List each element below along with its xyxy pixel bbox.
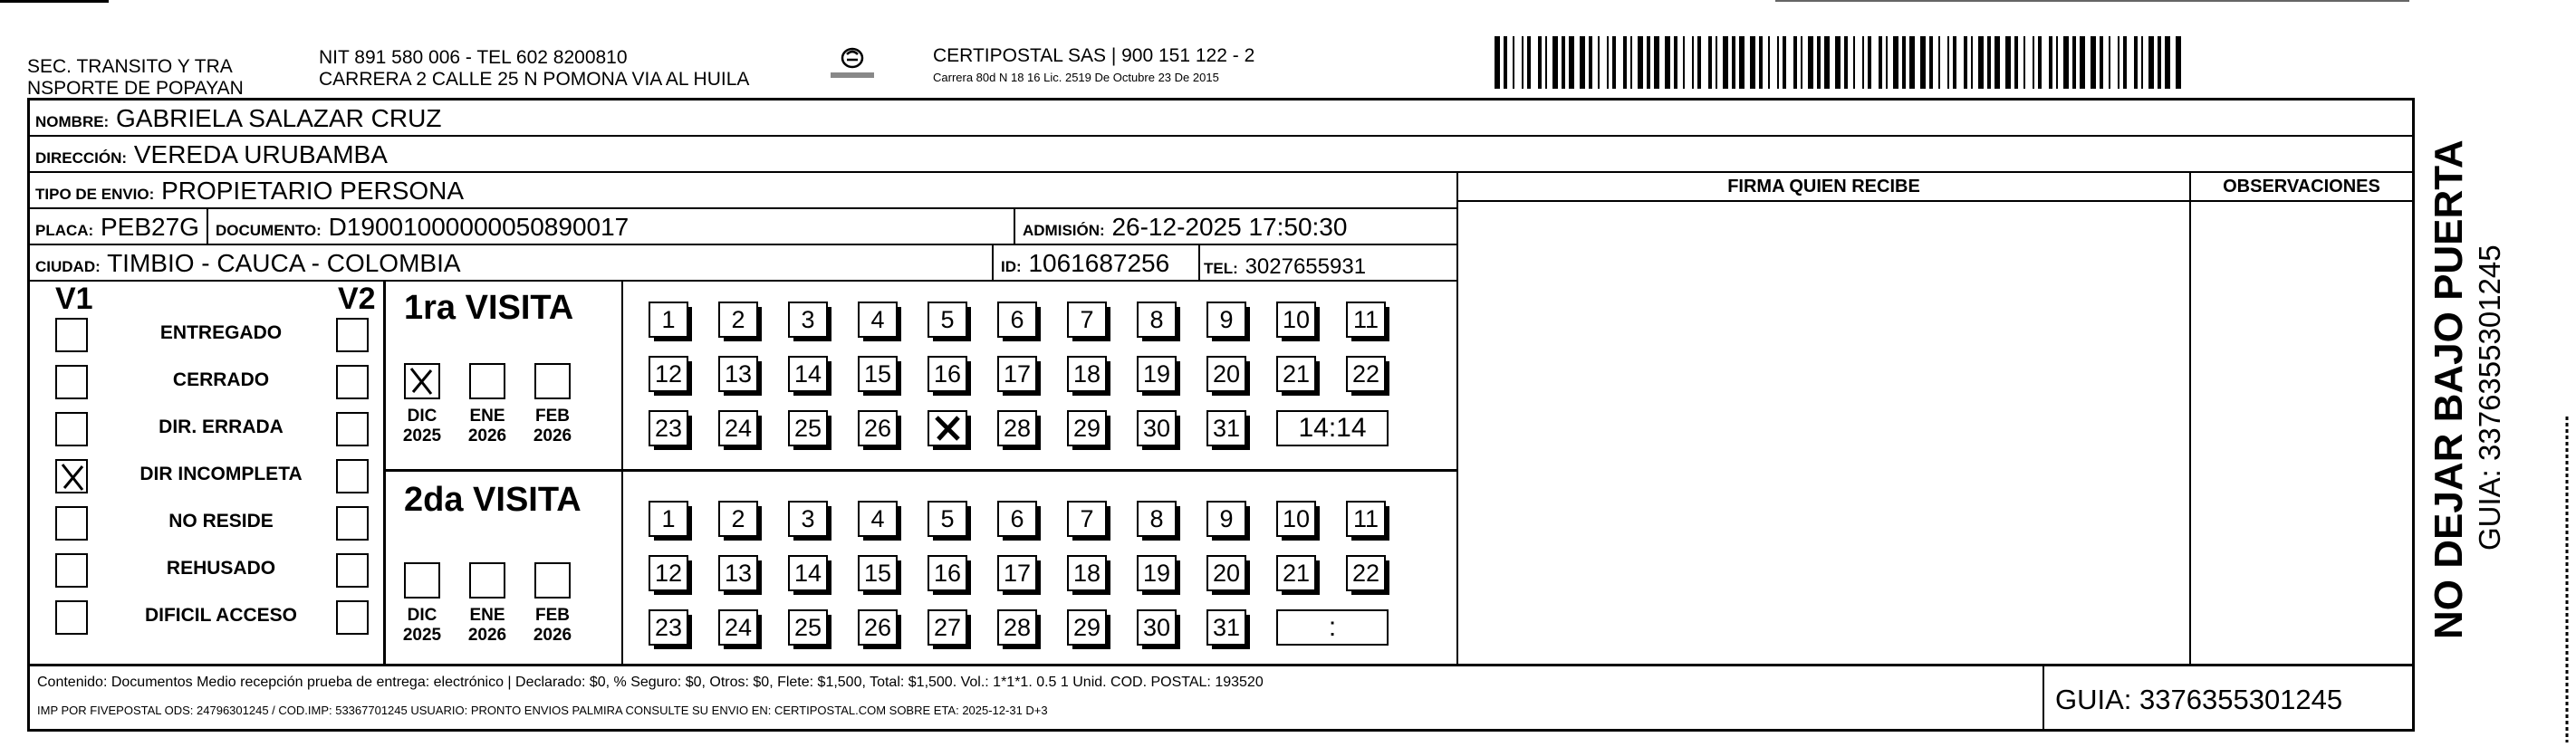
v2-checkbox-7[interactable] — [336, 600, 369, 635]
status-option-label: DIR INCOMPLETA — [139, 464, 303, 484]
v2-checkbox-1[interactable] — [336, 318, 369, 352]
day-8[interactable]: 8 — [1137, 302, 1177, 338]
top-edge-strip — [0, 0, 2576, 5]
observaciones-header: OBSERVACIONES — [2223, 177, 2380, 196]
day-12[interactable]: 12 — [649, 555, 688, 591]
day-11[interactable]: 11 — [1346, 302, 1386, 338]
placa-label: PLACA: — [35, 222, 94, 239]
day-18[interactable]: 18 — [1067, 555, 1107, 591]
v2-checkbox-3[interactable] — [336, 412, 369, 446]
day-8[interactable]: 8 — [1137, 501, 1177, 537]
delivery-form — [27, 98, 2415, 732]
admision-value: 26-12-2025 17:50:30 — [1111, 213, 1348, 241]
v1-checkbox-3[interactable] — [55, 412, 88, 446]
observations-area[interactable] — [2193, 204, 2410, 662]
sender-info — [319, 47, 749, 91]
day-15[interactable]: 15 — [858, 555, 898, 591]
day-14[interactable]: 14 — [788, 356, 828, 392]
day-3[interactable]: 3 — [788, 501, 828, 537]
ciudad-value: TIMBIO - CAUCA - COLOMBIA — [107, 249, 461, 277]
month-label: DIC 2025 — [402, 407, 442, 445]
month-checkbox-dic[interactable] — [404, 562, 440, 599]
nombre-value: GABRIELA SALAZAR CRUZ — [116, 104, 442, 132]
day-29[interactable]: 29 — [1067, 609, 1107, 646]
month-label: ENE 2026 — [467, 407, 507, 445]
footer-guia: GUIA: 3376355301245 — [2055, 684, 2343, 715]
sender-address: CARRERA 2 CALLE 25 N POMONA VIA AL HUILA — [319, 69, 750, 90]
v1-checkbox-5[interactable] — [55, 506, 88, 541]
right-edge-marks — [2563, 417, 2571, 742]
month-checkbox-ene[interactable] — [469, 562, 505, 599]
day-13[interactable]: 13 — [718, 356, 758, 392]
signature-area[interactable] — [1460, 204, 2187, 662]
day-14[interactable]: 14 — [788, 555, 828, 591]
day-10[interactable]: 10 — [1276, 501, 1316, 537]
day-20[interactable]: 20 — [1206, 555, 1246, 591]
month-checkbox-feb[interactable] — [534, 562, 571, 599]
day-5[interactable]: 5 — [928, 302, 967, 338]
side-guia: GUIA: 3376355301245 — [2473, 244, 2506, 551]
id-value: 1061687256 — [1028, 249, 1170, 277]
day-27[interactable] — [928, 410, 967, 446]
day-6[interactable]: 6 — [997, 302, 1037, 338]
admision-label: ADMISIÓN: — [1023, 222, 1105, 239]
day-2[interactable]: 2 — [718, 501, 758, 537]
v2-label: V2 — [338, 282, 376, 316]
day-25[interactable]: 25 — [788, 410, 828, 446]
day-21[interactable]: 21 — [1276, 356, 1316, 392]
day-28[interactable]: 28 — [997, 410, 1037, 446]
direccion-label: DIRECCIÓN: — [35, 149, 128, 167]
status-section — [30, 282, 1456, 664]
day-6[interactable]: 6 — [997, 501, 1037, 537]
day-31[interactable]: 31 — [1206, 609, 1246, 646]
status-option-label: CERRADO — [172, 369, 270, 390]
visit-time-box[interactable]: 14:14 — [1276, 410, 1389, 446]
day-22[interactable]: 22 — [1346, 555, 1386, 591]
day-4[interactable]: 4 — [858, 302, 898, 338]
v1-label: V1 — [55, 282, 93, 316]
day-31[interactable]: 31 — [1206, 410, 1246, 446]
status-option-label: NO RESIDE — [168, 511, 274, 532]
day-29[interactable]: 29 — [1067, 410, 1107, 446]
day-11[interactable]: 11 — [1346, 501, 1386, 537]
day-1[interactable]: 1 — [649, 501, 688, 537]
row-ciudad — [30, 245, 1456, 282]
courier-logo — [829, 45, 876, 91]
v2-checkbox-2[interactable] — [336, 365, 369, 399]
visit-time-box[interactable]: : — [1276, 609, 1389, 646]
tipo-value: PROPIETARIO PERSONA — [161, 177, 465, 205]
day-21[interactable]: 21 — [1276, 555, 1316, 591]
day-30[interactable]: 30 — [1137, 609, 1177, 646]
status-option-label: REHUSADO — [166, 558, 276, 579]
day-7[interactable]: 7 — [1067, 302, 1107, 338]
entity-line-1: SEC. TRANSITO Y TRA — [27, 56, 233, 77]
contenido-line: Contenido: Documentos Medio recepción prueba de entrega: electrónico | Declarado: $0, % Seguro: $0, Otros: $0, Flete: $1,500, Total: $1,500. Vol.: 1*1*1. 0.5 1 Unid. COD. POSTAL: 193520 — [37, 675, 1264, 690]
day-22[interactable]: 22 — [1346, 356, 1386, 392]
row-nombre — [30, 101, 2412, 137]
day-7[interactable]: 7 — [1067, 501, 1107, 537]
day-2[interactable]: 2 — [718, 302, 758, 338]
visit-title: 1ra VISITA — [404, 289, 574, 327]
day-4[interactable]: 4 — [858, 501, 898, 537]
month-label: ENE 2026 — [467, 606, 507, 645]
visit-1-block — [386, 282, 1456, 469]
row-tipo-envio — [30, 173, 1456, 209]
day-3[interactable]: 3 — [788, 302, 828, 338]
tipo-label: TIPO DE ENVIO: — [35, 186, 155, 203]
day-24[interactable]: 24 — [718, 609, 758, 646]
day-19[interactable]: 19 — [1137, 555, 1177, 591]
day-9[interactable]: 9 — [1206, 302, 1246, 338]
month-label: FEB 2026 — [533, 606, 572, 645]
day-19[interactable]: 19 — [1137, 356, 1177, 392]
v1-checkbox-4[interactable] — [55, 459, 88, 493]
day-26[interactable]: 26 — [858, 410, 898, 446]
day-24[interactable]: 24 — [718, 410, 758, 446]
row-placa — [30, 209, 1456, 245]
tel-value: 3027655931 — [1245, 254, 1367, 279]
day-18[interactable]: 18 — [1067, 356, 1107, 392]
day-17[interactable]: 17 — [997, 356, 1037, 392]
day-15[interactable]: 15 — [858, 356, 898, 392]
v2-checkbox-5[interactable] — [336, 506, 369, 541]
tel-label: TEL: — [1204, 260, 1238, 277]
v1-checkbox-2[interactable] — [55, 365, 88, 399]
status-option-label: DIFICIL ACCESO — [144, 605, 297, 626]
v2-checkbox-4[interactable] — [336, 459, 369, 493]
day-13[interactable]: 13 — [718, 555, 758, 591]
documento-label: DOCUMENTO: — [216, 222, 322, 239]
direccion-value: VEREDA URUBAMBA — [133, 140, 388, 168]
nombre-label: NOMBRE: — [35, 113, 110, 130]
month-label: DIC 2025 — [402, 606, 442, 645]
firma-header: FIRMA QUIEN RECIBE — [1727, 177, 1920, 196]
status-option-label: DIR. ERRADA — [159, 417, 284, 437]
day-28[interactable]: 28 — [997, 609, 1037, 646]
placa-value: PEB27G — [101, 213, 199, 241]
day-27[interactable]: 27 — [928, 609, 967, 646]
day-26[interactable]: 26 — [858, 609, 898, 646]
day-1[interactable]: 1 — [649, 302, 688, 338]
day-23[interactable]: 23 — [649, 410, 688, 446]
day-17[interactable]: 17 — [997, 555, 1037, 591]
no-dejar-bajo-puerta: NO DEJAR BAJO PUERTA — [2427, 139, 2471, 639]
v1-checkbox-7[interactable] — [55, 600, 88, 635]
courier-address: Carrera 80d N 18 16 Lic. 2519 De Octubre 23 De 2015 — [933, 71, 1219, 84]
entity-name — [27, 56, 244, 100]
day-10[interactable]: 10 — [1276, 302, 1316, 338]
status-option-label: ENTREGADO — [159, 322, 283, 343]
v1-checkbox-1[interactable] — [55, 318, 88, 352]
day-25[interactable]: 25 — [788, 609, 828, 646]
month-checkbox-feb[interactable] — [534, 363, 571, 399]
day-30[interactable]: 30 — [1137, 410, 1177, 446]
ciudad-label: CIUDAD: — [35, 258, 101, 275]
day-23[interactable]: 23 — [649, 609, 688, 646]
visit-title: 2da VISITA — [404, 481, 582, 519]
tracking-barcode — [1495, 36, 2183, 89]
courier-info — [933, 45, 1254, 85]
visit-2-block — [386, 472, 1456, 664]
v2-checkbox-6[interactable] — [336, 553, 369, 588]
documento-value: D19001000000050890017 — [328, 213, 630, 241]
day-5[interactable]: 5 — [928, 501, 967, 537]
day-20[interactable]: 20 — [1206, 356, 1246, 392]
id-label: ID: — [1001, 258, 1022, 275]
imp-line: IMP POR FIVEPOSTAL ODS: 24796301245 / COD.IMP: 53367701245 USUARIO: PRONTO ENVIOS PALMIRA CONSULTE SU ENVIO EN: CERTIPOSTAL.COM SOBRE ETA: 2025-12-31 D+3 — [37, 704, 1048, 717]
day-12[interactable]: 12 — [649, 356, 688, 392]
month-label: FEB 2026 — [533, 407, 572, 445]
row-direccion — [30, 137, 2412, 173]
v1-checkbox-6[interactable] — [55, 553, 88, 588]
courier-name: CERTIPOSTAL SAS | 900 151 122 - 2 — [933, 45, 1255, 66]
day-9[interactable]: 9 — [1206, 501, 1246, 537]
month-checkbox-ene[interactable] — [469, 363, 505, 399]
day-16[interactable]: 16 — [928, 555, 967, 591]
month-checkbox-dic[interactable] — [404, 363, 440, 399]
sender-nit: NIT 891 580 006 - TEL 602 8200810 — [319, 47, 628, 68]
entity-line-2: NSPORTE DE POPAYAN — [27, 78, 244, 99]
day-16[interactable]: 16 — [928, 356, 967, 392]
